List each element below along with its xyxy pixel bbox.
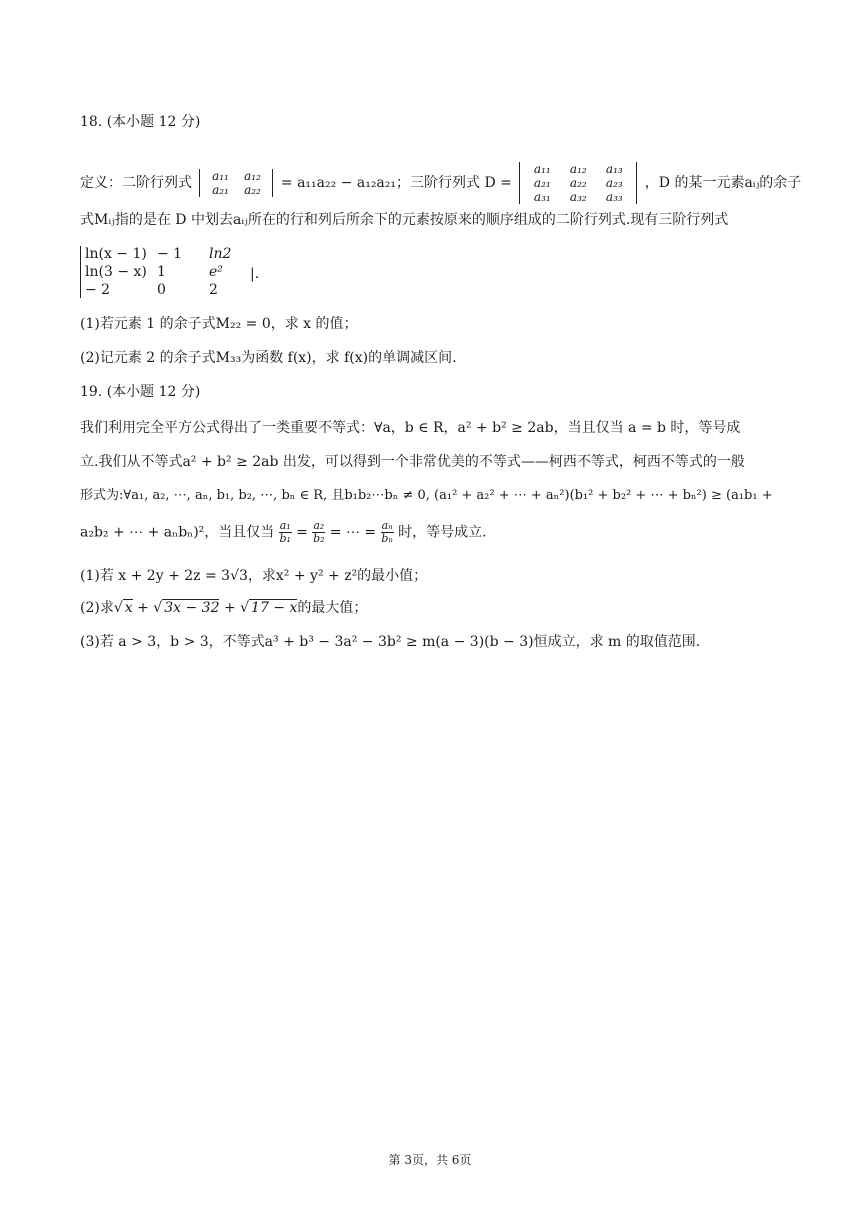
fraction-a2-b2: $\frac{\text{a₂}}{\text{b₂}}$ [313,519,325,545]
equals-sign: = [296,524,308,541]
det3-cell: a₂₂ [569,176,587,190]
sqrt-term: x [124,600,133,616]
det3-cell: a₂₃ [605,176,623,190]
matrix-cell: e² [209,264,223,280]
q19-part2: (2)求√ x + √ 3x − 32 + √ 17 − x的最大值； [80,600,368,616]
det3-example [519,162,637,204]
det3-cell: a₃₁ [533,190,551,204]
fraction-a1-b1: $\frac{\text{a₁}}{\text{b₁}}$ [279,519,291,545]
q18-part2: (2)记元素 2 的余子式M₃₃为函数 f(x)，求 f(x)的单调减区间. [80,350,457,366]
line4-text-b: 时，等号成立. [398,524,487,541]
det2-cell: a₁₁ [212,169,229,183]
det2-example [199,169,273,197]
part2-tail: 的最大值； [297,600,368,616]
det3-cell: a₂₁ [533,176,551,190]
matrix-cell: ln(3 − x) [85,264,147,280]
det2-cell: a₁₂ [244,169,261,183]
matrix-end: |. [250,266,260,282]
def-text-c: ，D 的某一元素aᵢⱼ的余子 [644,175,802,191]
matrix-cell: 1 [157,264,166,280]
det3-cell: a₁₁ [533,162,551,176]
q18-part1: (1)若元素 1 的余子式M₂₂ = 0，求 x 的值； [80,316,358,332]
def-text-a: 定义：二阶行列式 [80,175,192,191]
det3-cell: a₃₂ [569,190,587,204]
matrix-cell: 0 [157,282,166,298]
q18-minor-definition: 式Mᵢⱼ指的是在 D 中划去aᵢⱼ所在的行和列后所余下的元素按原来的顺序组成的二阶行列式.现有三阶行列式 [80,212,729,228]
q18-matrix [80,246,249,298]
matrix-cell: − 2 [85,282,111,298]
fraction-an-bn: $\frac{\text{aₙ}}{\text{bₙ}}$ [381,519,393,545]
q19-line1: 我们利用完全平方公式得出了一类重要不等式：∀a，b ∈ R，a² + b² ≥ 2ab，当且仅当 a = b 时，等号成 [80,420,741,436]
q19-line2: 立.我们从不等式a² + b² ≥ 2ab 出发，可以得到一个非常优美的不等式——柯西不等式，柯西不等式的一般 [80,454,745,470]
det3-cell: a₃₃ [605,190,623,204]
det3-cell: a₁₃ [605,162,623,176]
q18-definition-line [80,162,801,204]
q19-part1: (1)若 x + 2y + 2z = 3√3，求x² + y² + z²的最小值； [80,568,428,584]
matrix-cell: ln2 [209,246,232,262]
det2-cell: a₂₁ [212,183,229,197]
equals-dots: = ⋯ = [329,524,377,541]
def-text-b: = a₁₁a₂₂ − a₁₂a₂₁；三阶行列式 D = [280,175,512,191]
det3-cell: a₁₂ [569,162,587,176]
matrix-cell: ln(x − 1) [85,246,147,262]
sqrt-term: 17 − x [251,600,298,616]
matrix-cell: − 1 [157,246,183,262]
q19-line3: 形式为:∀a₁, a₂, ⋯, aₙ, b₁, b₂, ⋯, bₙ ∈ R, 且b₁b₂⋯bₙ ≠ 0, (a₁² + a₂² + ⋯ + aₙ²)(b₁² + b₂² + ⋯ + bₙ²) ≥ (a₁b₁ + [80,488,773,503]
page-footer: 第 3页，共 6页 [388,1153,472,1167]
matrix-cell: 2 [209,282,218,298]
sqrt-term: 3x − 32 [164,600,220,616]
plus-sign: + [223,600,236,616]
q19-part3: (3)若 a > 3，b > 3，不等式a³ + b³ − 3a² − 3b² ≥ m(a − 3)(b − 3)恒成立，求 m 的取值范围. [80,634,701,650]
q18-heading: 18. (本小题 12 分) [80,114,201,130]
q19-line4 [80,520,487,545]
plus-sign: + [137,600,149,616]
part2-label: (2)求 [80,600,114,616]
det2-cell: a₂₂ [244,183,261,197]
line4-text-a: a₂b₂ + ⋯ + aₙbₙ)²，当且仅当 [80,524,275,541]
q19-heading: 19. (本小题 12 分) [80,384,201,400]
